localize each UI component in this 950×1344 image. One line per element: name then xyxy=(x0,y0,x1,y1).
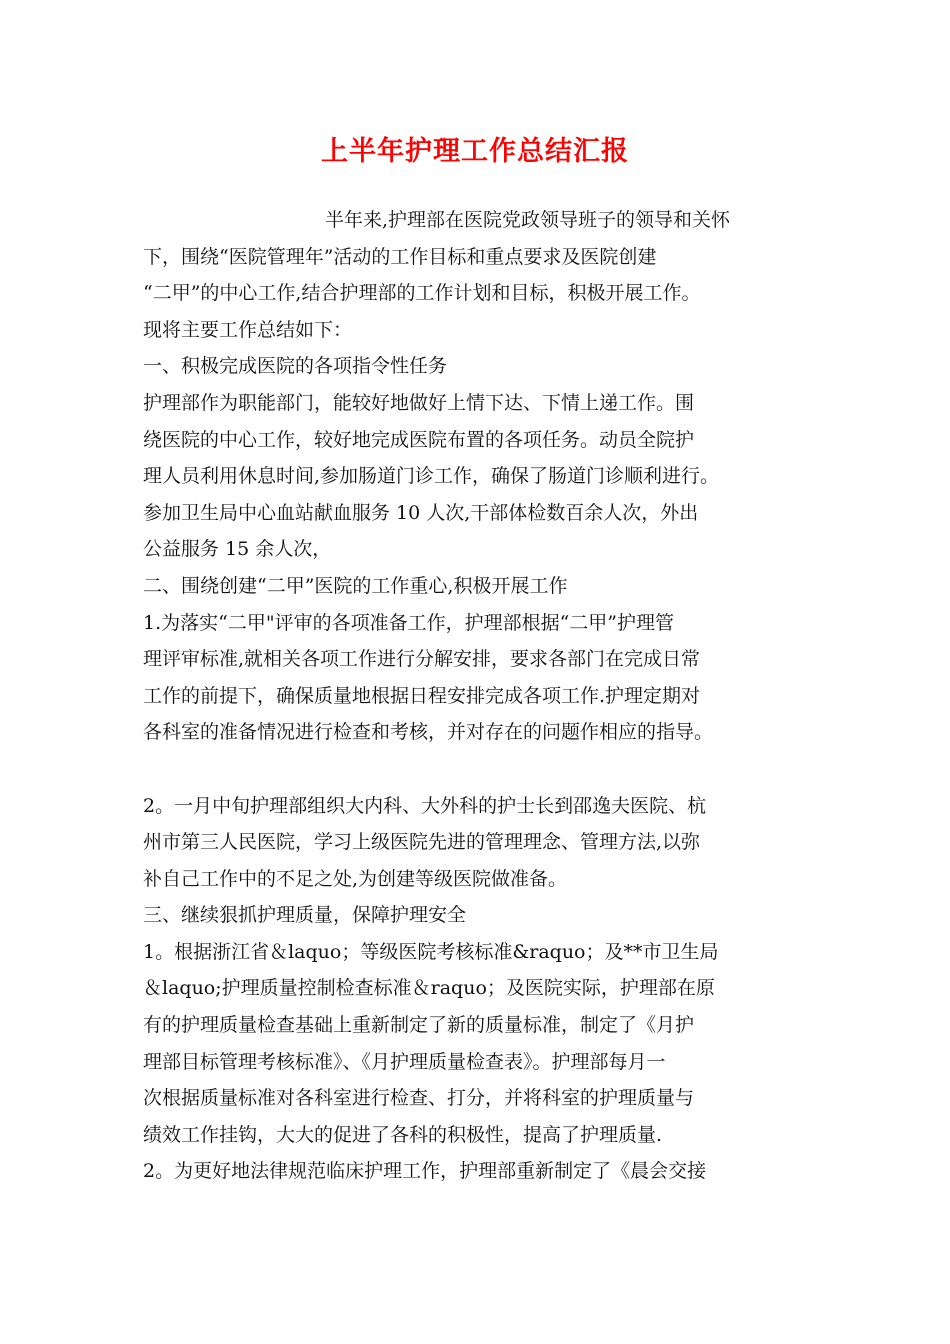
paragraph-line: 工作的前提下，确保质量地根据日程安排完成各项工作.护理定期对 xyxy=(143,684,701,707)
paragraph-line: 理部目标管理考核标准》、《月护理质量检查表》。护理部每月一 xyxy=(143,1050,666,1073)
paragraph-line: 现将主要工作总结如下： xyxy=(143,318,353,341)
paragraph-line: 有的护理质量检查基础上重新制定了新的质量标准，制定了《月护 xyxy=(143,1014,695,1037)
paragraph-line: 公益服务 15 余人次， xyxy=(143,538,332,561)
section-heading-2: 二、围绕创建“二甲”医院的工作重心,积极开展工作 xyxy=(143,574,568,597)
paragraph-line: 绕医院的中心工作，较好地完成医院布置的各项任务。动员全院护 xyxy=(143,428,695,451)
blank-line xyxy=(143,751,823,788)
paragraph-line: 2。为更好地法律规范临床护理工作，护理部重新制定了《晨会交接 xyxy=(143,1160,707,1183)
paragraph-line: ＆laquo;护理质量控制检查标准＆raquo；及医院实际，护理部在原 xyxy=(143,977,715,1000)
paragraph-line: 护理部作为职能部门，能较好地做好上情下达、下情上递工作。围 xyxy=(143,391,695,414)
paragraph-line: 理人员利用休息时间,参加肠道门诊工作，确保了肠道门诊顺利进行。 xyxy=(143,465,720,488)
paragraph-line: 参加卫生局中心血站献血服务 10 人次,干部体检数百余人次，外出 xyxy=(143,501,699,524)
paragraph-line: 各科室的准备情况进行检查和考核，并对存在的问题作相应的指导。 xyxy=(143,721,714,744)
paragraph-line: 绩效工作挂钩，大大的促进了各科的积极性，提高了护理质量. xyxy=(143,1123,663,1146)
paragraph-line: 理评审标准,就相关各项工作进行分解安排，要求各部门在完成日常 xyxy=(143,648,701,671)
paragraph-line: 1。根据浙江省＆laquo；等级医院考核标准&raquo；及**市卫生局 xyxy=(143,940,719,963)
paragraph-line: “二甲”的中心工作,结合护理部的工作计划和目标，积极开展工作。 xyxy=(143,282,701,305)
paragraph-line: 2。一月中旬护理部组织大内科、大外科的护士长到邵逸夫医院、杭 xyxy=(143,794,707,817)
paragraph-line: 州市第三人民医院，学习上级医院先进的管理理念、管理方法,以弥 xyxy=(143,831,701,854)
paragraph-line: 次根据质量标准对各科室进行检查、打分，并将科室的护理质量与 xyxy=(143,1087,695,1110)
document-title: 上半年护理工作总结汇报 xyxy=(321,136,629,167)
paragraph-line: 补自己工作中的不足之处,为创建等级医院做准备。 xyxy=(143,867,568,890)
paragraph-line: 1.为落实“二甲"评审的各项准备工作，护理部根据“二甲”护理管 xyxy=(143,611,675,634)
paragraph-line: 下，围绕“医院管理年”活动的工作目标和重点要求及医院创建 xyxy=(143,245,657,268)
document-body xyxy=(143,202,823,1190)
section-heading-3: 三、继续狠抓护理质量，保障护理安全 xyxy=(143,904,467,927)
section-heading-1: 一、积极完成医院的各项指令性任务 xyxy=(143,355,448,378)
paragraph-line-intro: 半年来,护理部在医院党政领导班子的领导和关怀 xyxy=(325,209,731,231)
